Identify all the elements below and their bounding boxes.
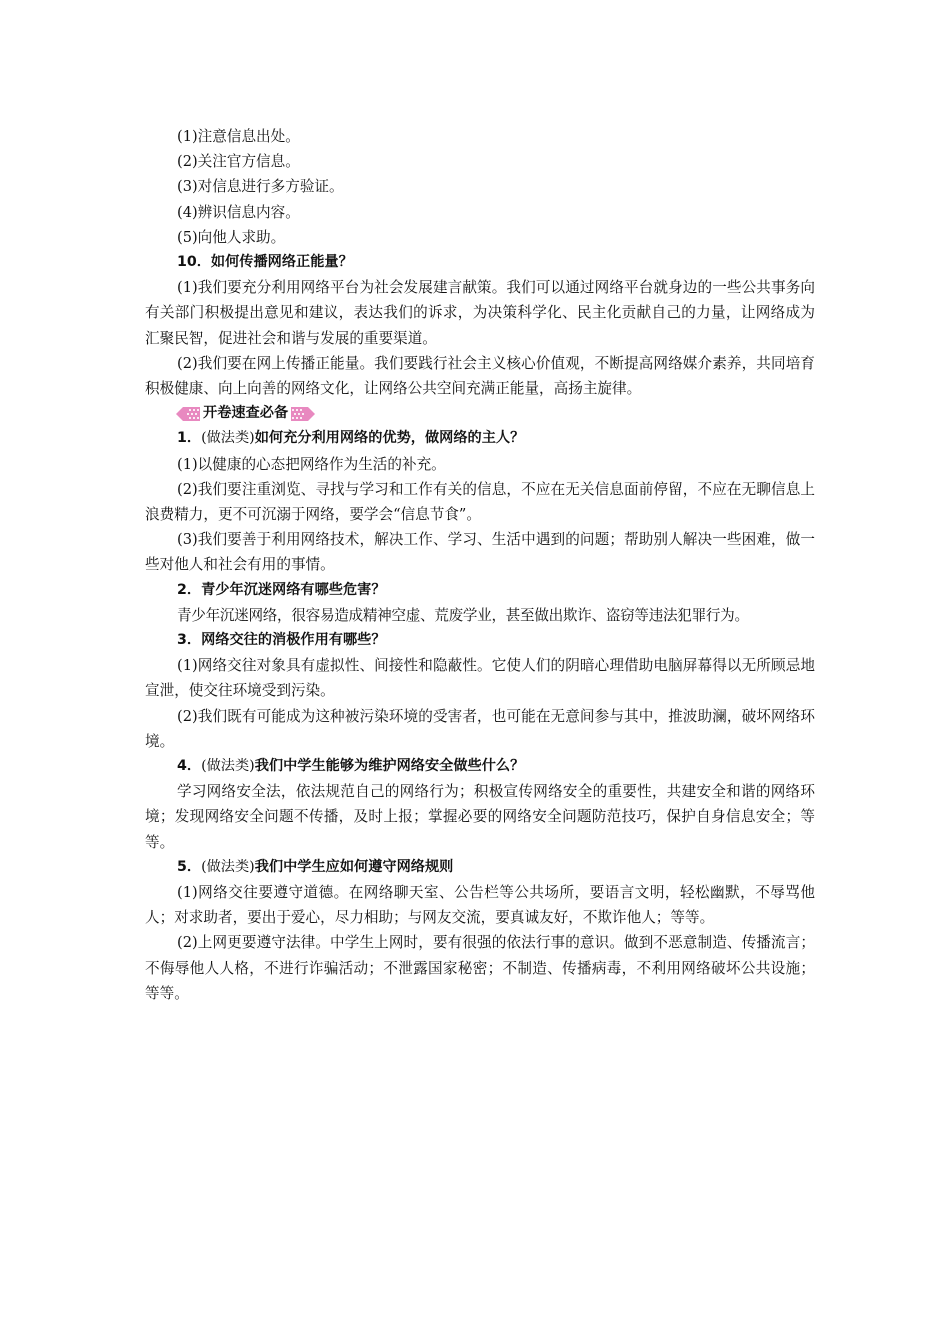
answer-paragraph: (1)网络交往要遵守道德。在网络聊天室、公告栏等公共场所，要语言文明，轻松幽默，不辱骂他人；对求助者，要出于爱心，尽力相助；与网友交流，要真诚友好，不欺诈他人；等等。 — [145, 884, 815, 927]
list-item: (1)注意信息出处。 — [177, 128, 300, 145]
section-banner — [145, 401, 815, 426]
answer-paragraph: 青少年沉迷网络，很容易造成精神空虚、荒废学业，甚至做出欺诈、盗窃等违法犯罪行为。 — [177, 606, 749, 624]
question-title: 我们中学生应如何遵守网络规则 — [254, 858, 454, 875]
question-title: 我们中学生能够为维护网络安全做些什么？ — [254, 758, 525, 775]
answer-paragraph: (1)我们要充分利用网络平台为社会发展建言献策。我们可以通过网络平台就身边的一些公共事务向有关部门积极提出意见和建议，表达我们的诉求，为决策科学化、民主化贡献自己的力量，让网络成为汇聚民智，促进社会和谐与发展的重要渠道。 — [145, 279, 815, 347]
answer-paragraph: 学习网络安全法，依法规范自己的网络行为；积极宣传网络安全的重要性，共建安全和谐的网络环境；发现网络安全问题不传播，及时上报；掌握必要的网络安全问题防范技巧，保护自身信息安全；等等。 — [145, 783, 815, 851]
list-item: (4)辨识信息内容。 — [177, 203, 300, 221]
question-heading — [145, 855, 815, 880]
question-tag: (做法类) — [201, 430, 255, 447]
question-title: 如何充分利用网络的优势，做网络的主人？ — [254, 430, 525, 447]
section-banner-label: 开卷速查必备 — [203, 405, 289, 422]
question-heading — [145, 578, 815, 603]
answer-paragraph: (2)我们既有可能成为这种被污染环境的受害者，也可能在无意间参与其中，推波助澜，破坏网络环境。 — [145, 707, 815, 750]
question-heading — [145, 754, 815, 779]
answer-paragraph: (2)我们要注重浏览、寻找与学习和工作有关的信息，不应在无关信息面前停留，不应在无聊信息上浪费精力，更不可沉溺于网络，要学会“信息节食”。 — [145, 480, 815, 524]
list-item: (2)关注官方信息。 — [177, 153, 300, 171]
diamond-ornament-right-icon — [290, 406, 316, 422]
list-item: (5)向他人求助。 — [177, 228, 286, 246]
answer-paragraph: (1)以健康的心态把网络作为生活的补充。 — [177, 455, 446, 473]
question-tag: (做法类) — [201, 758, 255, 775]
question-heading — [145, 628, 815, 653]
answer-paragraph: (1)网络交往对象具有虚拟性、间接性和隐蔽性。它使人们的阴暗心理借助电脑屏幕得以无所顾忌地宣泄，使交往环境受到污染。 — [145, 657, 815, 700]
question-title: 青少年沉迷网络有哪些危害？ — [201, 581, 386, 598]
question-title: 网络交往的消极作用有哪些？ — [201, 632, 386, 649]
question-number: 1． — [177, 430, 202, 447]
question-number: 3． — [177, 632, 202, 649]
document-page — [145, 124, 815, 1006]
question-number: 4． — [177, 758, 202, 775]
question-heading-10: 10．如何传播网络正能量？ — [177, 254, 353, 271]
question-heading — [145, 426, 815, 451]
answer-paragraph: (2)上网更要遵守法律。中学生上网时，要有很强的依法行事的意识。做到不恶意制造、传播流言；不侮辱他人人格，不进行诈骗活动；不泄露国家秘密；不制造、传播病毒，不利用网络破坏公共设施；等等。 — [145, 934, 815, 1002]
diamond-ornament-left-icon — [175, 406, 201, 422]
question-number: 5． — [177, 858, 202, 875]
question-number: 2． — [177, 581, 202, 598]
answer-paragraph: (3)我们要善于利用网络技术，解决工作、学习、生活中遇到的问题；帮助别人解决一些困难，做一些对他人和社会有用的事情。 — [145, 531, 815, 574]
question-tag: (做法类) — [201, 858, 255, 875]
answer-paragraph: (2)我们要在网上传播正能量。我们要践行社会主义核心价值观，不断提高网络媒介素养，共同培育积极健康、向上向善的网络文化，让网络公共空间充满正能量，高扬主旋律。 — [145, 354, 815, 398]
list-item: (3)对信息进行多方验证。 — [177, 178, 344, 196]
